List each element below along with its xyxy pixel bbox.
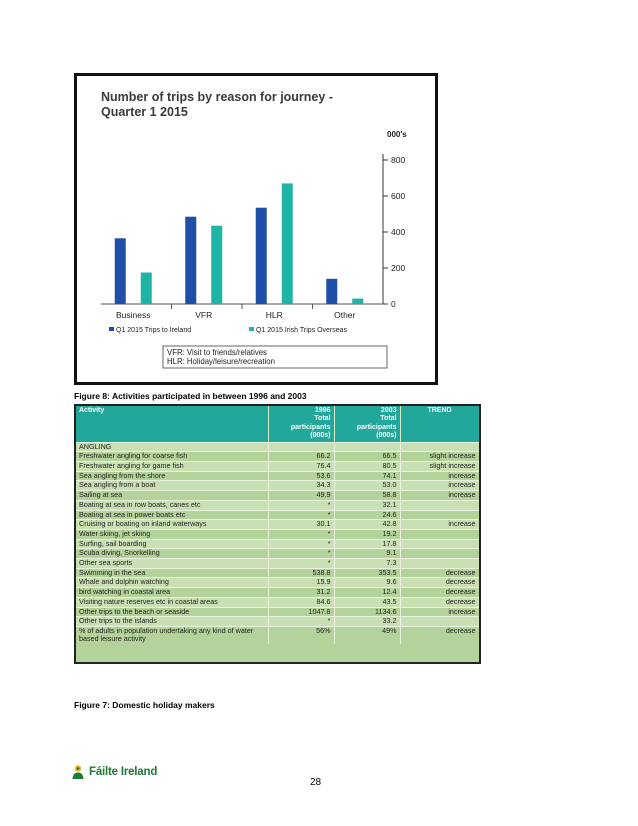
activity-cell: Visiting nature reserves etc in coastal areas [76, 597, 268, 607]
value-2003-cell: 53.0 [334, 481, 400, 491]
trend-cell: decrease [400, 626, 479, 644]
value-1996-cell: 84.6 [268, 597, 334, 607]
value-2003-cell: 353.5 [334, 568, 400, 578]
value-1996-cell: 31.2 [268, 588, 334, 598]
value-1996-cell: * [268, 559, 334, 569]
table-row [76, 529, 479, 539]
value-2003-cell: 32.1 [334, 500, 400, 510]
value-2003-cell: 74.1 [334, 471, 400, 481]
value-2003-cell: 58.8 [334, 491, 400, 501]
legend-swatch-2 [249, 327, 254, 331]
activity-cell: Sea angling from the shore [76, 471, 268, 481]
table-row [76, 510, 479, 520]
x-tick-label: Other [334, 310, 356, 320]
table-row [76, 597, 479, 607]
table-row [76, 549, 479, 559]
trend-cell [400, 559, 479, 569]
value-2003-cell: 7.3 [334, 559, 400, 569]
trend-cell [400, 500, 479, 510]
activity-cell: % of adults in population undertaking any kind of water based leisure activity [76, 626, 268, 644]
table-row [76, 520, 479, 530]
bar-other-series-1 [326, 279, 337, 304]
value-2003-cell: 9.6 [334, 578, 400, 588]
value-2003-cell: 42.8 [334, 520, 400, 530]
figure-8-caption: Figure 8: Activities participated in between 1996 and 2003 [74, 391, 307, 401]
y-tick-label: 200 [391, 263, 406, 273]
trend-cell: increase [400, 520, 479, 530]
legend-swatch-1 [109, 327, 114, 331]
x-tick-label: VFR [195, 310, 213, 320]
trend-cell: increase [400, 481, 479, 491]
table-row [76, 578, 479, 588]
activity-cell: Boating at sea in power boats etc [76, 510, 268, 520]
trend-cell: decrease [400, 578, 479, 588]
trips-bar-chart [74, 73, 438, 385]
activity-cell: Swimming in the sea [76, 568, 268, 578]
table-row [76, 607, 479, 617]
trend-cell [400, 549, 479, 559]
value-2003-cell: 43.5 [334, 597, 400, 607]
x-tick-label: HLR [265, 310, 283, 320]
bar-vfr-series-2 [211, 226, 222, 304]
trend-cell: increase [400, 491, 479, 501]
note-line-1: VFR: Visit to friends/relatives [167, 348, 267, 357]
table-header-row [76, 406, 479, 442]
value-1996-cell: 66.2 [268, 452, 334, 462]
value-1996-cell: * [268, 539, 334, 549]
activity-cell: Other trips to the beach or seaside [76, 607, 268, 617]
table-row [76, 626, 479, 644]
value-2003-cell: 33.2 [334, 617, 400, 627]
value-1996-cell: 34.3 [268, 481, 334, 491]
trend-cell: decrease [400, 597, 479, 607]
value-1996-cell: 15.9 [268, 578, 334, 588]
y-tick-label: 0 [391, 299, 396, 309]
value-2003-cell: 9.1 [334, 549, 400, 559]
header-trend: TREND [400, 406, 479, 442]
trend-cell [400, 539, 479, 549]
trend-cell [400, 529, 479, 539]
value-2003-cell: 1134.6 [334, 607, 400, 617]
chart-canvas [77, 76, 435, 382]
trend-cell [400, 617, 479, 627]
trend-cell: slight increase [400, 462, 479, 472]
value-2003-cell: 24.6 [334, 510, 400, 520]
bar-other-series-2 [352, 299, 363, 304]
activity-cell: Surfing, sail boarding [76, 539, 268, 549]
legend-label-1: Q1 2015 Trips to Ireland [116, 327, 192, 334]
bar-business-series-1 [115, 238, 126, 304]
value-2003-cell: 66.5 [334, 452, 400, 462]
value-1996-cell: 53.6 [268, 471, 334, 481]
trend-cell: increase [400, 471, 479, 481]
y-tick-label: 400 [391, 227, 406, 237]
table-row [76, 491, 479, 501]
shamrock-person-icon [70, 764, 86, 780]
table-row [76, 462, 479, 472]
value-1996-cell: 538.8 [268, 568, 334, 578]
section-row-angling [76, 442, 479, 452]
chart-title-line-2: Quarter 1 2015 [101, 105, 188, 119]
activity-cell: Other sea sports [76, 559, 268, 569]
table-row [76, 568, 479, 578]
trend-cell: decrease [400, 568, 479, 578]
bar-business-series-2 [141, 273, 152, 305]
table-row [76, 500, 479, 510]
activity-cell: Boating at sea in row boats, canes etc [76, 500, 268, 510]
activity-cell: Scuba diving, Snorkelling [76, 549, 268, 559]
activity-cell: Other trips to the islands [76, 617, 268, 627]
value-2003-cell: 17.8 [334, 539, 400, 549]
value-2003-cell: 80.5 [334, 462, 400, 472]
x-tick-label: Business [116, 310, 151, 320]
activities-table [76, 406, 480, 644]
value-2003-cell: 19.2 [334, 529, 400, 539]
table-row [76, 481, 479, 491]
value-1996-cell: 76.4 [268, 462, 334, 472]
value-1996-cell: 30.1 [268, 520, 334, 530]
figure-7-caption: Figure 7: Domestic holiday makers [74, 700, 215, 710]
activity-cell: Water skiing, jet skiing [76, 529, 268, 539]
header-2003: 2003 Total participants (000s) [334, 406, 400, 442]
y-tick-label: 600 [391, 191, 406, 201]
table-row [76, 452, 479, 462]
value-1996-cell: 1047.8 [268, 607, 334, 617]
failte-ireland-logo [70, 763, 157, 781]
section-label: ANGLING [76, 442, 268, 452]
chart-title-line-1: Number of trips by reason for journey - [101, 90, 333, 104]
value-1996-cell: * [268, 500, 334, 510]
activity-cell: Whale and dolphin watching [76, 578, 268, 588]
table-row [76, 588, 479, 598]
activity-cell: Sea angling from a boat [76, 481, 268, 491]
value-2003-cell: 12.4 [334, 588, 400, 598]
activity-cell: Freshwater angling for coarse fish [76, 452, 268, 462]
trend-cell: increase [400, 607, 479, 617]
value-1996-cell: 49.9 [268, 491, 334, 501]
y-tick-label: 800 [391, 155, 406, 165]
bar-hlr-series-2 [282, 183, 293, 304]
value-1996-cell: 56% [268, 626, 334, 644]
unit-label: 000's [387, 130, 407, 139]
table-row [76, 471, 479, 481]
header-1996: 1996 Total participants (000s) [268, 406, 334, 442]
trend-cell [400, 510, 479, 520]
value-1996-cell: * [268, 510, 334, 520]
table-row [76, 539, 479, 549]
activities-table-image [74, 404, 481, 664]
value-1996-cell: * [268, 617, 334, 627]
activity-cell: Sailing at sea [76, 491, 268, 501]
activity-cell: Freshwater angling for game fish [76, 462, 268, 472]
value-2003-cell: 49% [334, 626, 400, 644]
trend-cell: decrease [400, 588, 479, 598]
value-1996-cell: * [268, 529, 334, 539]
value-1996-cell: * [268, 549, 334, 559]
header-activity: Activity [76, 406, 268, 442]
table-row [76, 617, 479, 627]
activity-cell: Cruising or boating on inland waterways [76, 520, 268, 530]
activity-cell: bird watching in coastal area [76, 588, 268, 598]
trend-cell: slight increase [400, 452, 479, 462]
bar-hlr-series-1 [256, 208, 267, 304]
bar-vfr-series-1 [185, 217, 196, 304]
note-line-2: HLR: Holiday/leisure/recreation [167, 357, 275, 366]
page-number: 28 [310, 777, 322, 788]
legend-label-2: Q1 2015 Irish Trips Overseas [256, 327, 348, 334]
table-row [76, 559, 479, 569]
logo-text: Fáilte Ireland [89, 766, 158, 778]
